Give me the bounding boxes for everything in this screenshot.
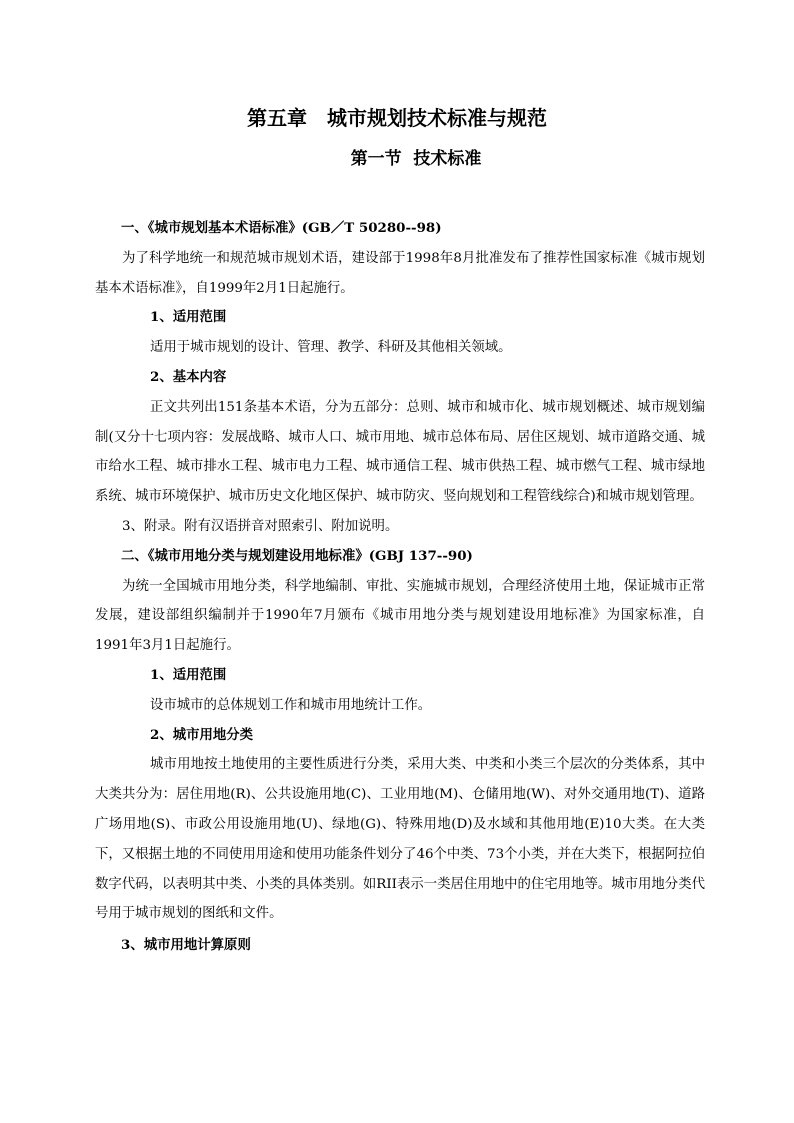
- part2-scope-heading: 1、适用范围: [150, 666, 227, 683]
- part1-appendix: 3、附录。附有汉语拼音对照索引、附加说明。: [122, 518, 399, 534]
- chapter-title: 第五章 城市规划技术标准与规范: [247, 106, 547, 130]
- part1-scope-text: 适用于城市规划的设计、管理、教学、科研及其他相关领域。: [150, 340, 512, 356]
- part1-heading: 一、《城市规划基本术语标准》(GB／T 50280--98): [121, 220, 442, 236]
- part1-content-heading: 2、基本内容: [150, 368, 227, 385]
- section-title: 第一节 技术标准: [350, 149, 482, 169]
- part2-scope-text: 设市城市的总体规划工作和城市用地统计工作。: [150, 697, 432, 713]
- part2-heading: 二、《城市用地分类与规划建设用地标准》(GBJ 137--90): [121, 547, 473, 564]
- document-body: [95, 214, 705, 961]
- part2-calc-heading: 3、城市用地计算原则: [121, 937, 251, 954]
- part2-class-heading: 2、城市用地分类: [150, 726, 254, 743]
- part2-class-text: 城市用地按土地使用的主要性质进行分类，采用大类、中类和小类三个层次的分类体系，其中大类共分为：居住用地(R)、公共设施用地(C)、工业用地(M)、仓储用地(W)、对外交通用地(T)、道路广场用地(S)、市政公用设施用地(U)、绿地(G)、特殊用地(D)及水域和其他用地(E)10大类。在大类下，又根据土地的不同使用用途和使用功能条件划分了46个中类、73个小类，并在大类下，根据阿拉伯数字代码，以表明其中类、小类的具体类别。如RII表示一类居住用地中的住宅用地等。城市用地分类代号用于城市规划的图纸和文件。: [95, 757, 705, 922]
- part1-scope-heading: 1、适用范围: [150, 309, 227, 326]
- part1-content-text: 正文共列出151条基本术语，分为五部分：总则、城市和城市化、城市规划概述、城市规划编制(又分十七项内容：发展战略、城市人口、城市用地、城市总体布局、居住区规划、城市道路交通、城市给水工程、城市排水工程、城市电力工程、城市通信工程、城市供热工程、城市燃气工程、城市绿地系统、城市环境保护、城市历史文化地区保护、城市防灾、竖向规划和工程管线综合)和城市规划管理。: [95, 399, 705, 505]
- part2-intro: 为统一全国城市用地分类，科学地编制、审批、实施城市规划，合理经济使用土地，保证城市正常发展，建设部组织编制并于1990年7月颁布《城市用地分类与规划建设用地标准》为国家标准，自1991年3月1日起施行。: [95, 578, 705, 654]
- part1-intro: 为了科学地统一和规范城市规划术语，建设部于1998年8月批准发布了推荐性国家标准《城市规划基本术语标准》，自1999年2月1日起施行。: [95, 250, 705, 296]
